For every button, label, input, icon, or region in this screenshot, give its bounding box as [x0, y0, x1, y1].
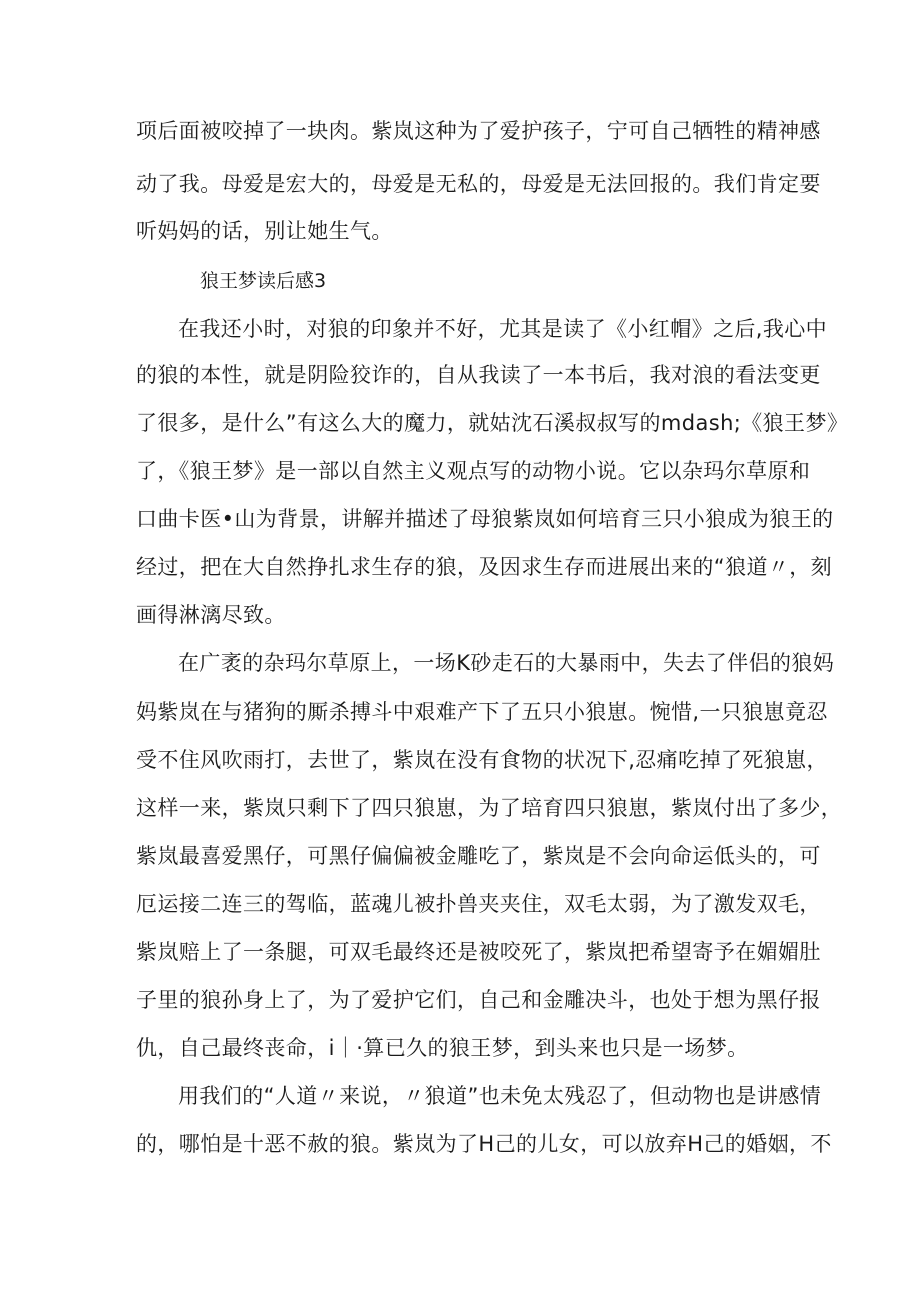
- text-line: 用我们的“人道〃来说，〃狼道”也未免太残忍了，但动物也是讲感情: [178, 1084, 822, 1108]
- text-line: 厄运接二连三的驾临，蓝魂儿被扑兽夹夹住，双毛太弱，为了激发双毛，: [136, 892, 821, 916]
- text-line: 这样一来，紫岚只剩下了四只狼崽，为了培育四只狼崽，紫岚付出了多少，: [136, 796, 843, 820]
- text-line: 受不住风吹雨打，去世了，紫岚在没有食物的状况下,忍痛吃掉了死狼崽，: [136, 748, 828, 772]
- text-line: 的狼的本性，就是阴险狡诈的，自从我读了一本书后，我对浪的看法变更: [136, 363, 821, 387]
- text-line: 动了我。母爱是宏大的，母爱是无私的，母爱是无法回报的。我们肯定要: [136, 172, 821, 196]
- text-line: 项后面被咬掉了一块肉。紫岚这种为了爱护孩子，宁可自己牺牲的精神感: [136, 119, 821, 143]
- text-line: 的，哪怕是十恶不赦的狼。紫岚为了H己的儿女，可以放弃H己的婚姻，不: [136, 1132, 832, 1156]
- text-line: 了，《狼王梦》是一部以自然主义观点写的动物小说。它以杂玛尔草原和: [136, 459, 811, 483]
- text-line: 画得淋漓尽致。: [136, 603, 286, 627]
- text-line: 经过，把在大自然挣扎求生存的狼，及因求生存而进展出来的“狼道〃，刻: [136, 555, 833, 579]
- text-line: 口曲卡医•山为背景，讲解并描述了母狼紫岚如何培育三只小狼成为狼王的: [136, 507, 834, 531]
- text-line: 妈紫岚在与猪狗的厮杀搏斗中艰难产下了五只小狼崽。惋惜,一只狼崽竟忍: [136, 700, 828, 724]
- text-line: 紫岚赔上了一条腿，可双毛最终还是被咬死了，紫岚把希望寄予在媚媚肚: [136, 940, 821, 964]
- text-line: 子里的狼孙身上了，为了爱护它们，自己和金雕决斗，也处于想为黑仔报: [136, 988, 821, 1012]
- text-line: 听妈妈的话，别让她生气。: [136, 219, 393, 243]
- text-line: 仇，自己最终丧命，i｜·算已久的狼王梦，到头来也只是一场梦。: [136, 1036, 749, 1060]
- text-line: 了很多，是什么”有这么大的魔力，就姑沈石溪叔叔写的mdash;《狼王梦》: [136, 411, 849, 435]
- text-line: 紫岚最喜爱黑仔，可黑仔偏偏被金雕吃了，紫岚是不会向命运低头的，可: [136, 844, 821, 868]
- text-line: 在广袤的杂玛尔草原上，一场K砂走石的大暴雨中，失去了伴侣的狼妈: [178, 651, 835, 675]
- section-heading: 狼王梦读后感3: [200, 270, 327, 292]
- text-line: 在我还小时，对狼的印象并不好，尤其是读了《小红帽》之后,我心中: [178, 317, 828, 341]
